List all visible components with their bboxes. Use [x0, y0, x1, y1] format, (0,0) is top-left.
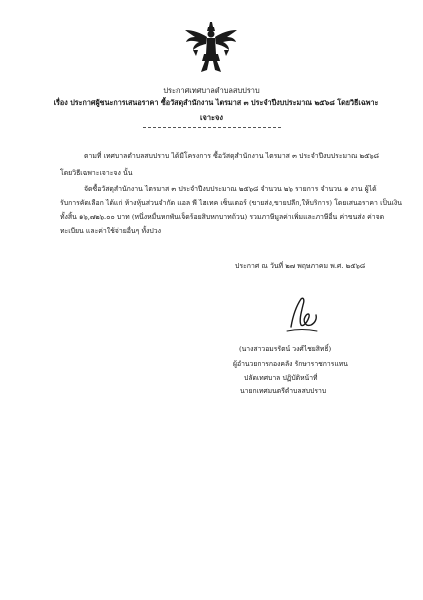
garuda-emblem-icon [183, 20, 239, 76]
handwritten-signature [283, 293, 323, 337]
announcement-date: ประกาศ ณ วันที่ ๒๗ พฤษภาคม พ.ศ. ๒๕๖๘ [235, 262, 366, 270]
paragraph-2-line-3: ทั้งสิ้น ๑๖,๗๒๖.๐๐ บาท (หนึ่งหมื่นหกพันเจ็ดร้อยสิบหกบาทถ้วน) รวมภาษีมูลค่าเพิ่มและภาษีอื่น ค่าขนส่ง ค่าจด [60, 213, 385, 221]
signer-name: (นางสาวอมรรัตน์ วงศ์ไชยสิทธิ์) [239, 345, 332, 353]
signer-position-1: ผู้อำนวยการกองคลัง รักษาราชการแทน [233, 360, 348, 368]
paragraph-2-line-1: จัดซื้อวัสดุสำนักงาน ไตรมาส ๓ ประจำปีงบประมาณ ๒๕๖๘ จำนวน ๒๖ รายการ จำนวน ๑ งาน ผู้ได้ [84, 185, 377, 193]
separator-line [143, 127, 281, 128]
signer-position-3: นายกเทศมนตรีตำบลสบปราบ [240, 387, 327, 395]
paragraph-1-line-1: ตามที่ เทศบาลตำบลสบปราบ ได้มีโครงการ ซื้อวัสดุสำนักงาน ไตรมาส ๓ ประจำปีงบประมาณ ๒๕๖๘ [84, 152, 379, 160]
signer-position-2: ปลัดเทศบาล ปฏิบัติหน้าที่ [244, 374, 318, 382]
paragraph-1-line-2: โดยวิธีเฉพาะเจาะจง นั้น [60, 169, 133, 177]
document-subject: เรื่อง ประกาศผู้ชนะการเสนอราคา ซื้อวัสดุสำนักงาน ไตรมาส ๓ ประจำปีงบประมาณ ๒๕๖๘ โดยวิธีเฉพาะ [53, 98, 379, 107]
paragraph-2-line-4: ทะเบียน และค่าใช้จ่ายอื่นๆ ทั้งปวง [60, 227, 161, 235]
document-org: ประกาศเทศบาลตำบลสบปราบ [163, 86, 260, 95]
document-subject-continued: เจาะจง [200, 113, 223, 122]
paragraph-2-line-2: รับการคัดเลือก ได้แก่ ห้างหุ้นส่วนจำกัด แอล พี ไฮเทค เซ็นเตอร์ (ขายส่ง,ขายปลีก,ให้บริการ) โดยเสนอราคา เป็นเงิน [60, 199, 402, 207]
